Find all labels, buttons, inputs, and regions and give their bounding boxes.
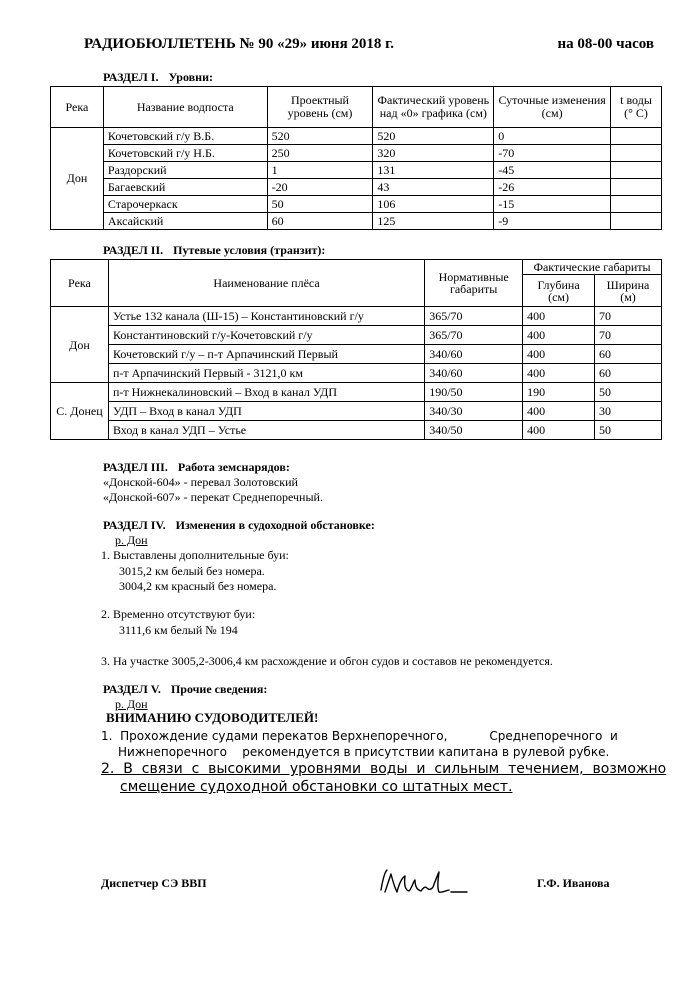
table-row: [51, 196, 662, 213]
actual-cell: 43: [373, 179, 494, 196]
design-cell: 50: [267, 196, 373, 213]
signer-position: Диспетчер СЭ ВВП: [101, 876, 207, 890]
reach-cell: Устье 132 канала (Ш-15) – Константиновский г/у: [108, 307, 424, 326]
section-4-item-1-buoy-2: 3004,2 км красный без номера.: [119, 579, 277, 593]
design-cell: 60: [267, 213, 373, 230]
width-cell: 60: [595, 364, 662, 383]
section-4-heading: [103, 518, 375, 533]
width-cell: 70: [595, 326, 662, 345]
dredger-line-2: «Донской-607» - перекат Среднепоречный.: [103, 490, 323, 504]
col-depth: Глубина (см): [523, 275, 595, 307]
temp-cell: [611, 128, 662, 145]
col-reach: Наименование плёса: [108, 260, 424, 307]
reach-cell: п-т Арпачинский Первый - 3121,0 км: [108, 364, 424, 383]
temp-cell: [611, 179, 662, 196]
daily-cell: -45: [494, 162, 611, 179]
section-5-item-1-line-2: Нижнепоречного рекомендуется в присутствии капитана в рулевой рубке.: [118, 745, 610, 759]
table-row: [51, 326, 662, 345]
section-1-number: РАЗДЕЛ I.: [103, 70, 159, 84]
table-row: [51, 162, 662, 179]
col-post: Название водпоста: [103, 87, 267, 128]
section-5-number: РАЗДЕЛ V.: [103, 682, 161, 696]
river-cell: С. Донец: [51, 383, 109, 440]
section-2-number: РАЗДЕЛ II.: [103, 243, 164, 257]
bulletin-time: на 08-00 часов: [557, 36, 654, 52]
section-1-heading: [103, 70, 213, 85]
post-cell: Багаевский: [103, 179, 267, 196]
section-3-title: Работа земснарядов:: [177, 460, 290, 474]
section-2-title: Путевые условия (транзит):: [173, 243, 326, 257]
temp-cell: [611, 145, 662, 162]
norm-cell: 340/60: [425, 364, 523, 383]
reach-cell: п-т Нижнекалиновский – Вход в канал УДП: [108, 383, 424, 402]
section-3-number: РАЗДЕЛ III.: [103, 460, 168, 474]
col-normative: Нормативные габариты: [425, 260, 523, 307]
design-cell: -20: [267, 179, 373, 196]
depth-cell: 400: [523, 326, 595, 345]
col-river: Река: [51, 260, 109, 307]
depth-cell: 400: [523, 307, 595, 326]
daily-cell: -15: [494, 196, 611, 213]
col-design-level: Проектный уровень (см): [267, 87, 373, 128]
col-daily-change: Суточные изменения (см): [494, 87, 611, 128]
temp-cell: [611, 213, 662, 230]
bulletin-title: РАДИОБЮЛЛЕТЕНЬ № 90 «29» июня 2018 г.: [84, 36, 395, 52]
col-actual-level: Фактический уровень над «0» графика (см): [373, 87, 494, 128]
temp-cell: [611, 162, 662, 179]
transit-table: [50, 259, 662, 440]
depth-cell: 400: [523, 421, 595, 440]
section-3-heading: [103, 460, 290, 475]
section-4-item-3: 3. На участке 3005,2-3006,4 км расхождение и обгон судов и составов не рекомендуется.: [101, 654, 553, 668]
actual-cell: 131: [373, 162, 494, 179]
daily-cell: 0: [494, 128, 611, 145]
post-cell: Старочеркаск: [103, 196, 267, 213]
section-4-item-2: 2. Временно отсутствуют буи:: [101, 607, 256, 621]
table-row: [51, 145, 662, 162]
section-5-item-2-line-2: смещение судоходной обстановки со штатных мест.: [120, 779, 513, 795]
norm-cell: 340/60: [425, 345, 523, 364]
col-river: Река: [51, 87, 104, 128]
section-5-title: Прочие сведения:: [170, 682, 268, 696]
table-row: [51, 307, 662, 326]
daily-cell: -9: [494, 213, 611, 230]
temp-cell: [611, 196, 662, 213]
reach-cell: Константиновский г/у-Кочетовский г/у: [108, 326, 424, 345]
section-4-item-2-buoy-1: 3111,6 км белый № 194: [119, 623, 238, 637]
depth-cell: 400: [523, 402, 595, 421]
section-2-heading: [103, 243, 325, 258]
section-5-river: р. Дон: [115, 697, 148, 711]
section-5-item-2-line-1: 2. В связи с высокими уровнями воды и сильным течением, возможно: [101, 761, 667, 777]
table-row: [51, 345, 662, 364]
post-cell: Кочетовский г/у Н.Б.: [103, 145, 267, 162]
table-row: [51, 179, 662, 196]
col-water-temp: t воды (° С): [611, 87, 662, 128]
width-cell: 50: [595, 383, 662, 402]
section-5-item-1-line-1: 1. Прохождение судами перекатов Верхнепоречного, Среднепоречного и: [101, 729, 618, 743]
norm-cell: 365/70: [425, 326, 523, 345]
norm-cell: 340/30: [425, 402, 523, 421]
width-cell: 70: [595, 307, 662, 326]
actual-cell: 125: [373, 213, 494, 230]
transit-header-row: [51, 260, 662, 275]
table-row: [51, 421, 662, 440]
post-cell: Аксайский: [103, 213, 267, 230]
col-actual-dimensions: Фактические габариты: [523, 260, 662, 275]
table-row: [51, 364, 662, 383]
width-cell: 50: [595, 421, 662, 440]
table-row: [51, 128, 662, 145]
norm-cell: 365/70: [425, 307, 523, 326]
section-4-item-1: 1. Выставлены дополнительные буи:: [101, 548, 289, 562]
levels-header-row: [51, 87, 662, 128]
daily-cell: -70: [494, 145, 611, 162]
signature-image: [375, 866, 485, 902]
bulletin-header: [84, 36, 654, 56]
design-cell: 520: [267, 128, 373, 145]
norm-cell: 340/50: [425, 421, 523, 440]
attention-heading: ВНИМАНИЮ СУДОВОДИТЕЛЕЙ!: [106, 710, 319, 725]
table-row: [51, 383, 662, 402]
actual-cell: 520: [373, 128, 494, 145]
section-1-title: Уровни:: [168, 70, 213, 84]
dredger-line-1: «Донской-604» - перевал Золотовский: [103, 475, 298, 489]
table-row: [51, 402, 662, 421]
depth-cell: 400: [523, 345, 595, 364]
section-5-heading: [103, 682, 267, 697]
table-row: [51, 213, 662, 230]
river-cell: Дон: [51, 307, 109, 383]
depth-cell: 190: [523, 383, 595, 402]
depth-cell: 400: [523, 364, 595, 383]
norm-cell: 190/50: [425, 383, 523, 402]
reach-cell: Кочетовский г/у – п-т Арпачинский Первый: [108, 345, 424, 364]
width-cell: 30: [595, 402, 662, 421]
signer-name: Г.Ф. Иванова: [537, 876, 610, 890]
design-cell: 250: [267, 145, 373, 162]
levels-table: [50, 86, 662, 230]
actual-cell: 320: [373, 145, 494, 162]
post-cell: Раздорский: [103, 162, 267, 179]
col-width: Ширина (м): [595, 275, 662, 307]
post-cell: Кочетовский г/у В.Б.: [103, 128, 267, 145]
actual-cell: 106: [373, 196, 494, 213]
reach-cell: Вход в канал УДП – Устье: [108, 421, 424, 440]
reach-cell: УДП – Вход в канал УДП: [108, 402, 424, 421]
daily-cell: -26: [494, 179, 611, 196]
design-cell: 1: [267, 162, 373, 179]
section-4-river: р. Дон: [115, 533, 148, 547]
section-4-number: РАЗДЕЛ IV.: [103, 518, 166, 532]
river-cell: Дон: [51, 128, 104, 230]
width-cell: 60: [595, 345, 662, 364]
section-4-item-1-buoy-1: 3015,2 км белый без номера.: [119, 564, 265, 578]
section-4-title: Изменения в судоходной обстановке:: [175, 518, 375, 532]
